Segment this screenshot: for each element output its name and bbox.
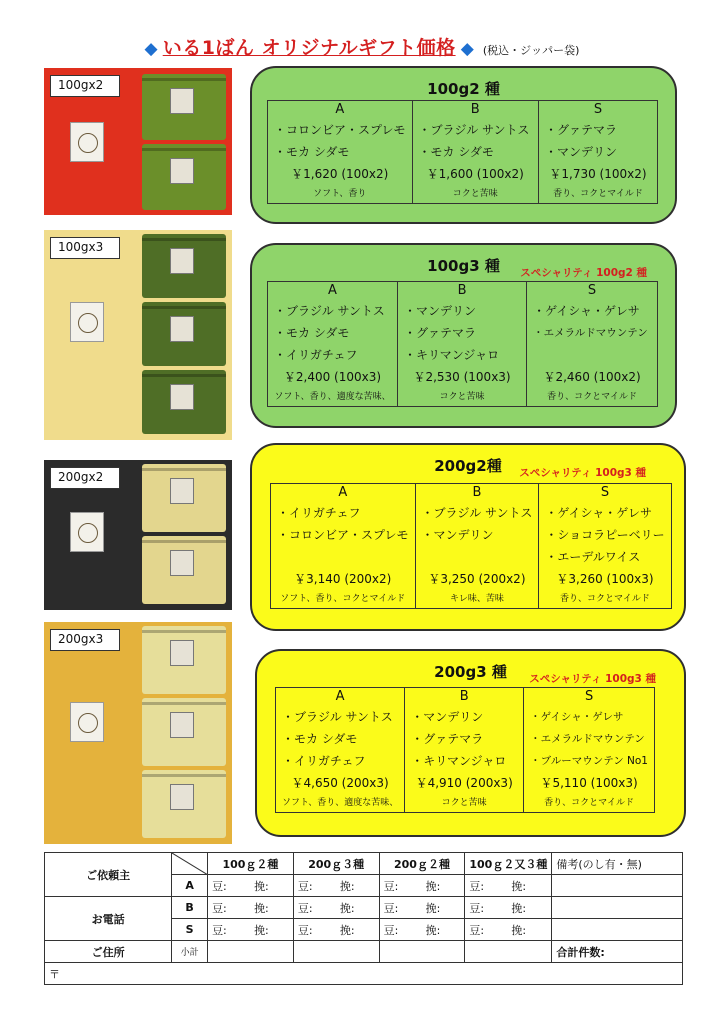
page-title: [0, 33, 724, 60]
subtotal-cell[interactable]: [293, 941, 379, 963]
address-field[interactable]: [45, 963, 683, 985]
price-value: ￥2,400 (100x3): [283, 370, 382, 384]
row-label-s: S: [172, 919, 208, 941]
product-label-image: [70, 122, 104, 162]
coffee-bag-image: [142, 698, 226, 766]
price-table: [275, 687, 655, 813]
price-value: ￥3,140 (200x2): [294, 572, 392, 586]
coffee-item: ・モカ シダモ: [274, 326, 350, 340]
gift-photo-200gx3: [44, 622, 232, 844]
coffee-item: ・モカ シダモ: [418, 145, 494, 159]
flavor-note: ソフト、香り、適度な苦味、: [282, 798, 399, 808]
coffee-item: ・モカ シダモ: [274, 145, 350, 159]
flavor-note: ソフト、香り、適度な苦味、: [274, 392, 391, 402]
coffee-item: ・マンデリン: [544, 145, 617, 159]
order-cell[interactable]: 豆: 挽:: [379, 875, 465, 897]
flavor-note: キレ味、苦味: [449, 594, 504, 604]
row-label-b: B: [172, 897, 208, 919]
price-table: [267, 281, 658, 407]
price-column-s: [539, 484, 671, 609]
column-head: S: [587, 283, 597, 298]
price-value: ￥3,250 (200x2): [428, 572, 526, 586]
coffee-item: ・ブラジル サントス: [421, 506, 533, 520]
coffee-item: ・ゲイシャ・ゲレサ: [545, 506, 653, 520]
column-head: B: [470, 102, 480, 117]
remarks-header: 備考(のし有・無): [552, 853, 683, 875]
coffee-item: ・ゲイシャ・ゲレサ: [533, 304, 640, 318]
remarks-cell[interactable]: [552, 919, 683, 941]
price-column-b: [412, 101, 538, 204]
price-panel-200g2: [250, 443, 686, 631]
subtotal-cell[interactable]: [379, 941, 465, 963]
column-head: S: [593, 102, 603, 117]
price-value: ￥2,460 (100x2): [543, 370, 641, 384]
coffee-item: ・エメラルドマウンテン: [530, 733, 645, 745]
flavor-note: コクと苦味: [452, 189, 498, 199]
specialty-label: スペシャリティ 100g3 種: [529, 673, 656, 685]
client-label: ご依頼主: [45, 853, 172, 897]
price-column-s: [527, 282, 658, 407]
coffee-item: ・コロンビア・スプレモ: [274, 123, 406, 137]
coffee-item: ・エメラルドマウンテン: [533, 327, 648, 339]
col-header: 100ｇ２又３種: [465, 853, 552, 875]
row-label-a: A: [172, 875, 208, 897]
coffee-item: ・ショコラピーベリー: [545, 528, 665, 542]
price-value: ￥1,600 (100x2): [426, 167, 524, 181]
coffee-item: ・コロンビア・スプレモ: [277, 528, 409, 542]
price-panel-200g3: [255, 649, 686, 837]
price-panel-100g3: [250, 243, 677, 428]
photo-size-tag: 100gx3: [50, 237, 120, 259]
price-value: ￥5,110 (100x3): [540, 776, 638, 790]
price-column-a: [268, 101, 413, 204]
panel-title: 200g3 種: [434, 663, 507, 681]
coffee-item: ・マンデリン: [403, 304, 476, 318]
total-count-label: 合計件数:: [552, 941, 683, 963]
price-value: ￥1,730 (100x2): [549, 167, 647, 181]
price-column-s: [524, 688, 655, 813]
price-column-b: [397, 282, 526, 407]
column-head: S: [600, 485, 610, 500]
flavor-note: ソフト、香り: [313, 189, 367, 199]
subtotal-label: 小計: [172, 941, 208, 963]
flavor-note: 香り、コクとマイルド: [553, 189, 643, 199]
coffee-item: ・グァテマラ: [403, 326, 476, 340]
price-column-s: [538, 101, 657, 204]
coffee-bag-image: [142, 464, 226, 532]
order-form: [44, 852, 683, 985]
order-cell[interactable]: 豆: 挽:: [465, 897, 552, 919]
coffee-item: ・イリガチェフ: [274, 348, 358, 362]
coffee-item: [533, 344, 651, 366]
flavor-note: 香り、コクとマイルド: [560, 594, 650, 604]
coffee-item: ・ブルーマウンテン No1: [530, 755, 648, 767]
coffee-item: ・ゲイシャ・ゲレサ: [530, 711, 624, 723]
photo-size-tag: 200gx3: [50, 629, 120, 651]
price-table: [267, 100, 658, 204]
photo-size-tag: 200gx2: [50, 467, 120, 489]
price-value: ￥4,910 (200x3): [415, 776, 513, 790]
coffee-bag-image: [142, 302, 226, 366]
price-value: ￥4,650 (200x3): [291, 776, 389, 790]
panel-title: 100g3 種: [427, 257, 500, 275]
order-cell[interactable]: 豆: 挽:: [208, 875, 294, 897]
coffee-bag-image: [142, 770, 226, 838]
col-header: 200ｇ３種: [293, 853, 379, 875]
column-head: B: [459, 689, 469, 704]
title-subtitle: (税込・ジッパー袋): [482, 44, 580, 57]
flavor-note: コクと苦味: [441, 798, 487, 808]
address-label: ご住所: [45, 941, 172, 963]
order-cell[interactable]: 豆: 挽:: [379, 897, 465, 919]
price-value: ￥1,620 (100x2): [291, 167, 389, 181]
coffee-bag-image: [142, 144, 226, 210]
product-label-image: [70, 702, 104, 742]
order-cell[interactable]: 豆: 挽:: [293, 897, 379, 919]
flavor-note: 香り、コクとマイルド: [547, 392, 637, 402]
diamond-icon: ◆: [460, 39, 474, 59]
gift-photo-100gx3: [44, 230, 232, 440]
photo-size-tag: 100gx2: [50, 75, 120, 97]
price-value: ￥2,530 (100x3): [413, 370, 511, 384]
coffee-bag-image: [142, 536, 226, 604]
column-head: S: [584, 689, 594, 704]
order-cell[interactable]: 豆: 挽:: [293, 919, 379, 941]
coffee-item: [422, 546, 533, 568]
coffee-item: ・ブラジル サントス: [282, 710, 393, 724]
price-column-b: [405, 688, 524, 813]
price-table: [270, 483, 672, 609]
coffee-item: ・グァテマラ: [544, 123, 617, 137]
column-head: B: [457, 283, 467, 298]
coffee-bag-image: [142, 626, 226, 694]
price-column-a: [268, 282, 398, 407]
subtotal-cell[interactable]: [208, 941, 294, 963]
coffee-item: ・ブラジル サントス: [418, 123, 530, 137]
order-cell[interactable]: 豆: 挽:: [379, 919, 465, 941]
order-cell[interactable]: 豆: 挽:: [465, 919, 552, 941]
coffee-item: ・ブラジル サントス: [274, 304, 385, 318]
diagonal-cell: [172, 853, 208, 875]
coffee-item: ・マンデリン: [411, 710, 484, 724]
phone-label: お電話: [45, 897, 172, 941]
price-panel-100g2: [250, 66, 677, 224]
order-cell[interactable]: 豆: 挽:: [293, 875, 379, 897]
col-header: 100ｇ２種: [208, 853, 294, 875]
diagonal-line: [172, 853, 208, 875]
coffee-item: ・キリマンジャロ: [403, 348, 500, 362]
flavor-note: コクと苦味: [439, 392, 485, 402]
coffee-item: ・イリガチェフ: [277, 506, 361, 520]
coffee-item: ・イリガチェフ: [282, 754, 366, 768]
remarks-cell[interactable]: [552, 875, 683, 897]
order-cell[interactable]: 豆: 挽:: [208, 919, 294, 941]
coffee-bag-image: [142, 234, 226, 298]
price-column-b: [415, 484, 539, 609]
specialty-label: スペシャリティ 100g2 種: [520, 267, 647, 279]
subtotal-cell[interactable]: [465, 941, 552, 963]
coffee-item: ・モカ シダモ: [282, 732, 358, 746]
product-label-image: [70, 302, 104, 342]
panel-title: 100g2 種: [427, 80, 500, 98]
coffee-item: ・キリマンジャロ: [411, 754, 507, 768]
title-text: いる1ばん オリジナルギフト価格: [162, 37, 456, 59]
coffee-bag-image: [142, 370, 226, 434]
panel-title: 200g2種: [434, 457, 502, 475]
coffee-item: ・マンデリン: [421, 528, 494, 542]
column-head: A: [335, 689, 345, 704]
flavor-note: 香り、コクとマイルド: [544, 798, 634, 808]
specialty-label: スペシャリティ 100g3 種: [519, 467, 646, 479]
price-column-a: [271, 484, 416, 609]
coffee-item: ・エーデルワイス: [545, 550, 641, 564]
order-cell[interactable]: 豆: 挽:: [208, 897, 294, 919]
price-column-a: [276, 688, 405, 813]
coffee-item: ・グァテマラ: [411, 732, 484, 746]
coffee-item: [277, 546, 409, 568]
order-cell[interactable]: 豆: 挽:: [465, 875, 552, 897]
product-label-image: [70, 512, 104, 552]
remarks-cell[interactable]: [552, 897, 683, 919]
column-head: A: [335, 102, 345, 117]
column-head: A: [328, 283, 337, 298]
coffee-bag-image: [142, 74, 226, 140]
gift-photo-100gx2: [44, 68, 232, 215]
col-header: 200ｇ２種: [379, 853, 465, 875]
column-head: B: [472, 485, 482, 500]
column-head: A: [338, 485, 348, 500]
price-value: ￥3,260 (100x3): [556, 572, 654, 586]
gift-photo-200gx2: [44, 460, 232, 610]
postal-mark: 〒: [49, 967, 60, 981]
diamond-icon: ◆: [144, 39, 158, 59]
flavor-note: ソフト、香り、コクとマイルド: [280, 594, 406, 604]
